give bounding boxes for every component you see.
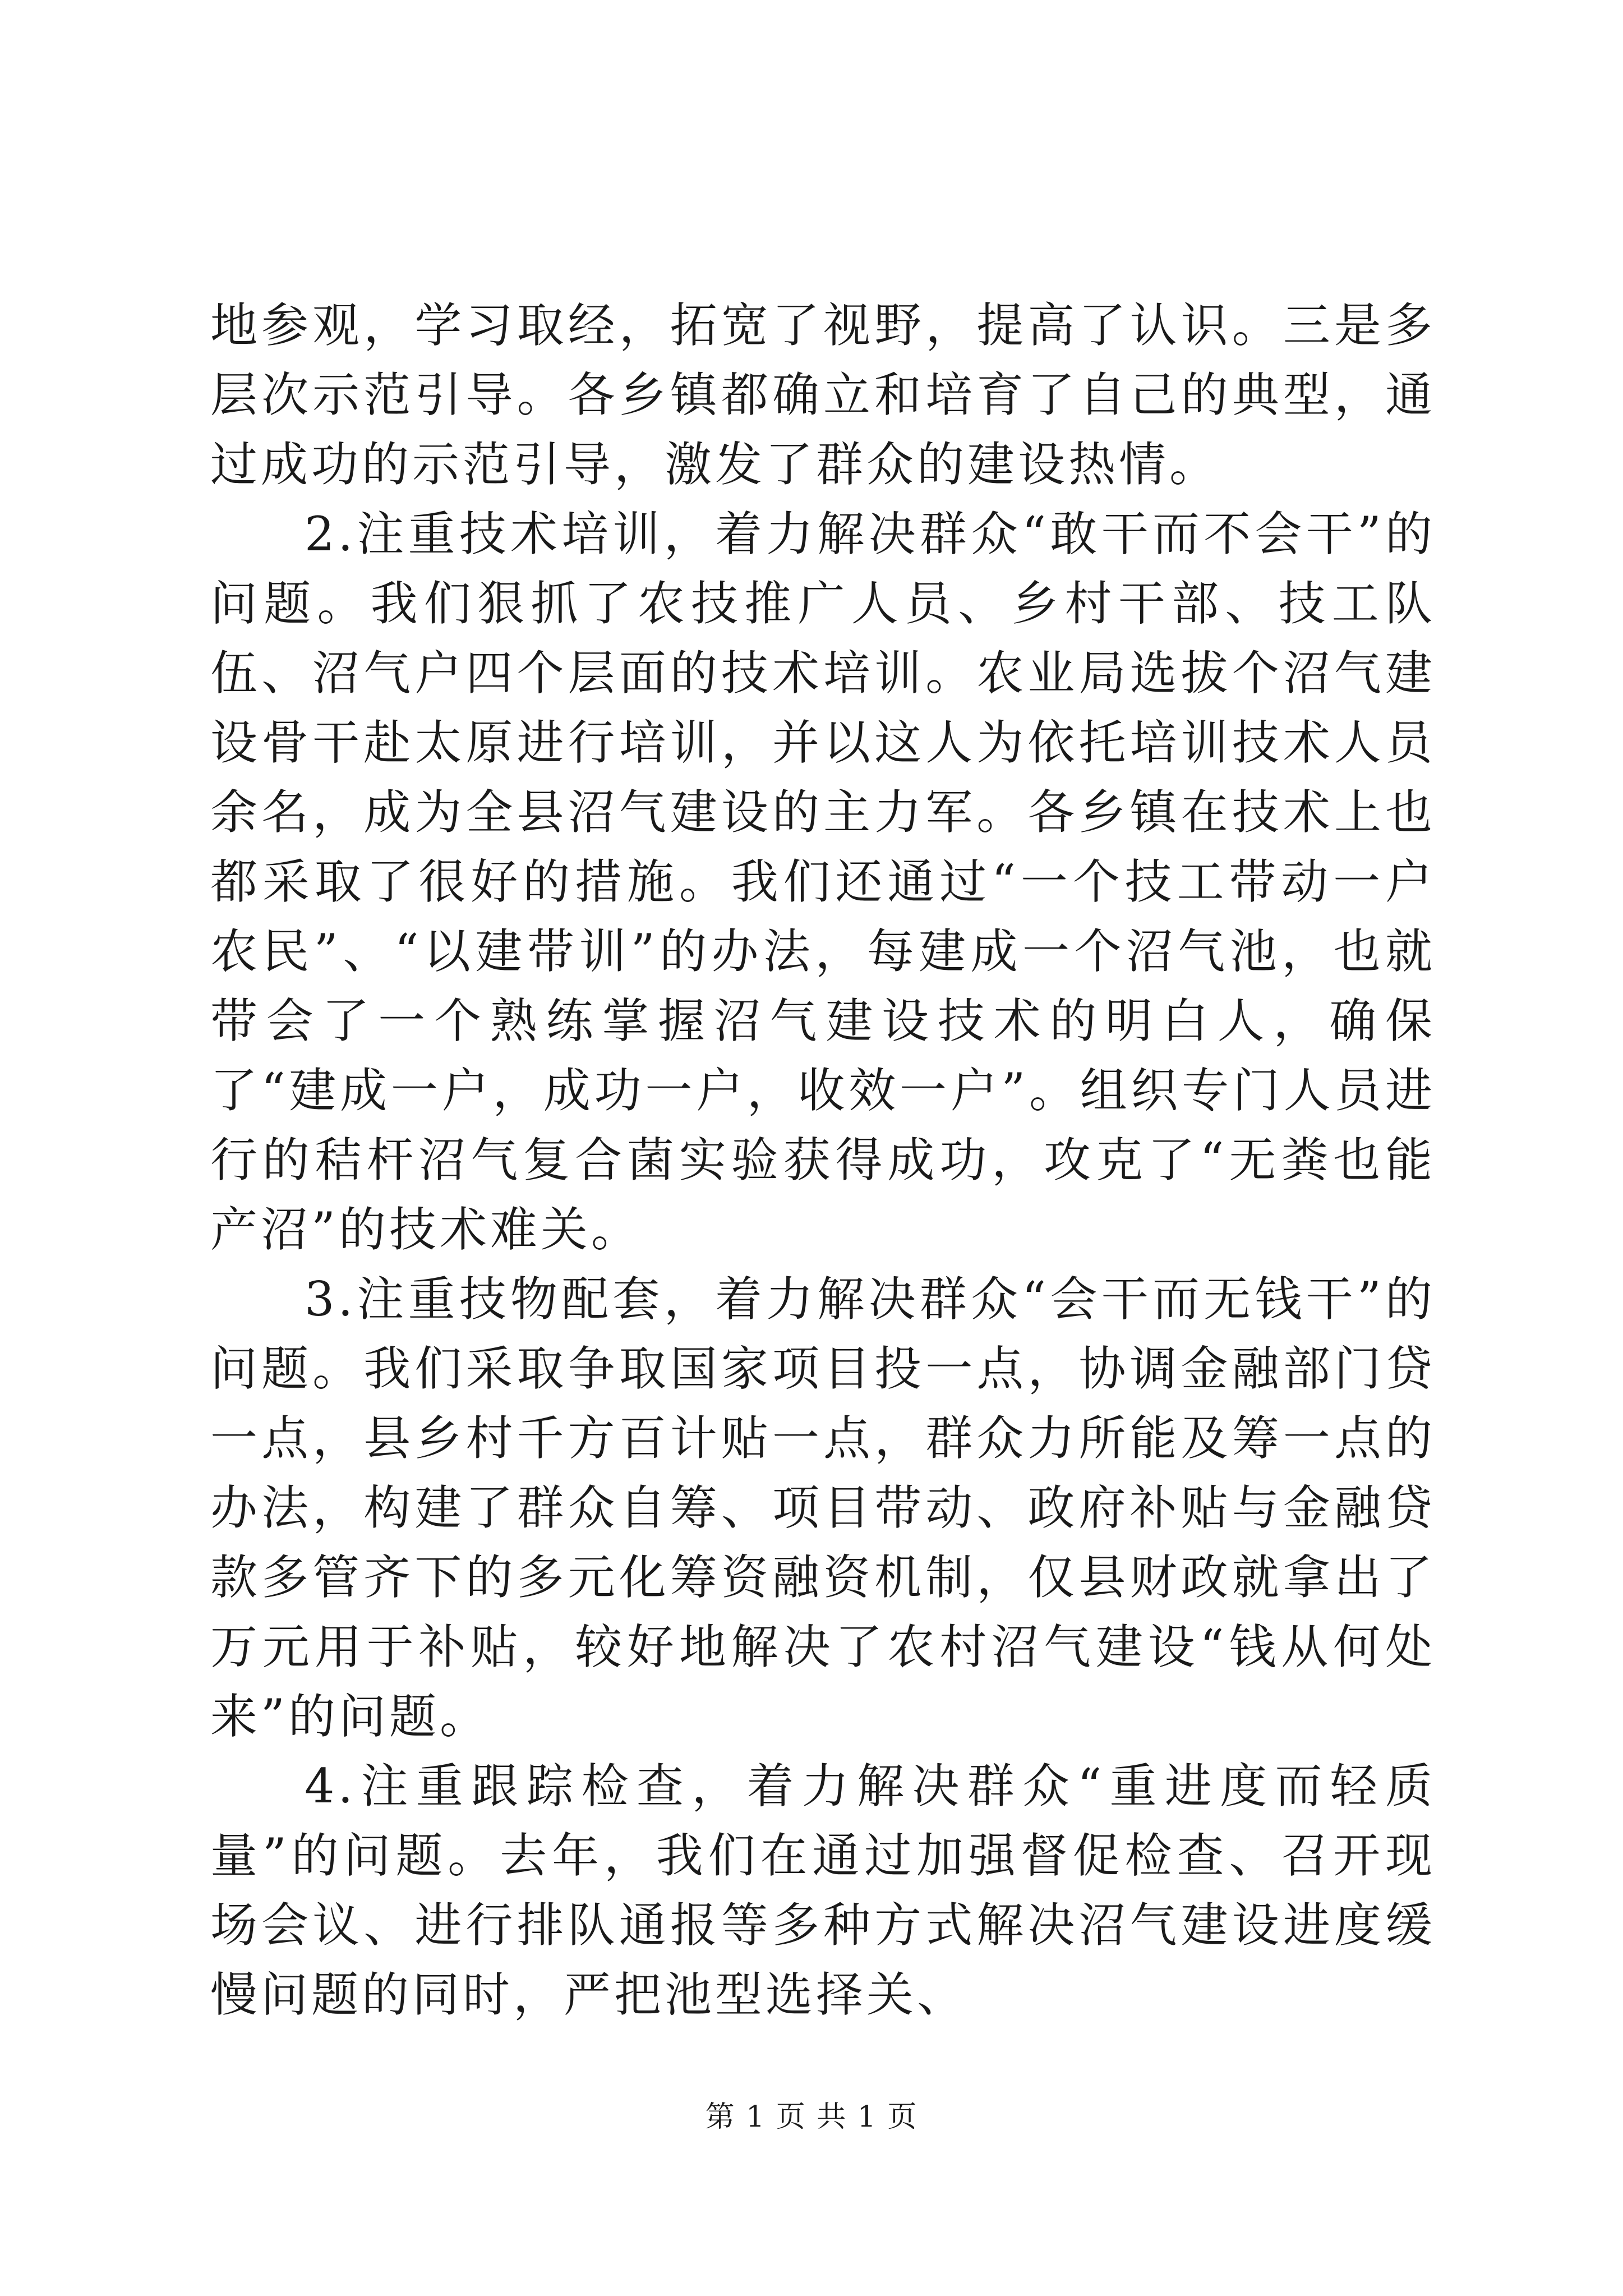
paragraph-technical-training: 2.注重技术培训，着力解决群众“敢干而不会干”的问题。我们狠抓了农技推广人员、乡村干部、技工队伍、沼气户四个层面的技术培训。农业局选拔个沼气建设骨干赴太原进行培训，并以这人为依托培训技术人员余名，成为全县沼气建设的主力军。各乡镇在技术上也都采取了很好的措施。我们还通过“一个技工带动一户农民”、“以建带训”的办法，每建成一个沼气池，也就带会了一个熟练掌握沼气建设技术的明白人，确保了“建成一户，成功一户，收效一户”。组织专门人员进行的秸杆沼气复合菌实验获得成功，攻克了“无粪也能产沼”的技术难关。 bbox=[210, 507, 1436, 1257]
paragraph-continuation: 地参观，学习取经，拓宽了视野，提高了认识。三是多层次示范引导。各乡镇都确立和培育了自己的典型，通过成功的示范引导，激发了群众的建设热情。 bbox=[210, 298, 1436, 492]
page-number-footer: 第 1 页 共 1 页 bbox=[705, 2100, 918, 2134]
paragraph-funding: 3.注重技物配套，着力解决群众“会干而无钱干”的问题。我们采取争取国家项目投一点，协调金融部门贷一点，县乡村千方百计贴一点，群众力所能及筹一点的办法，构建了群众自筹、项目带动、政府补贴与金融贷款多管齐下的多元化筹资融资机制，仅县财政就拿出了万元用于补贴，较好地解决了农村沼气建设“钱从何处来”的问题。 bbox=[210, 1272, 1436, 1744]
document-body bbox=[210, 291, 1436, 2030]
paragraph-inspection: 4.注重跟踪检查，着力解决群众“重进度而轻质量”的问题。去年，我们在通过加强督促检查、召开现场会议、进行排队通报等多种方式解决沼气建设进度缓慢问题的同时，严把池型选择关、 bbox=[210, 1759, 1436, 2022]
